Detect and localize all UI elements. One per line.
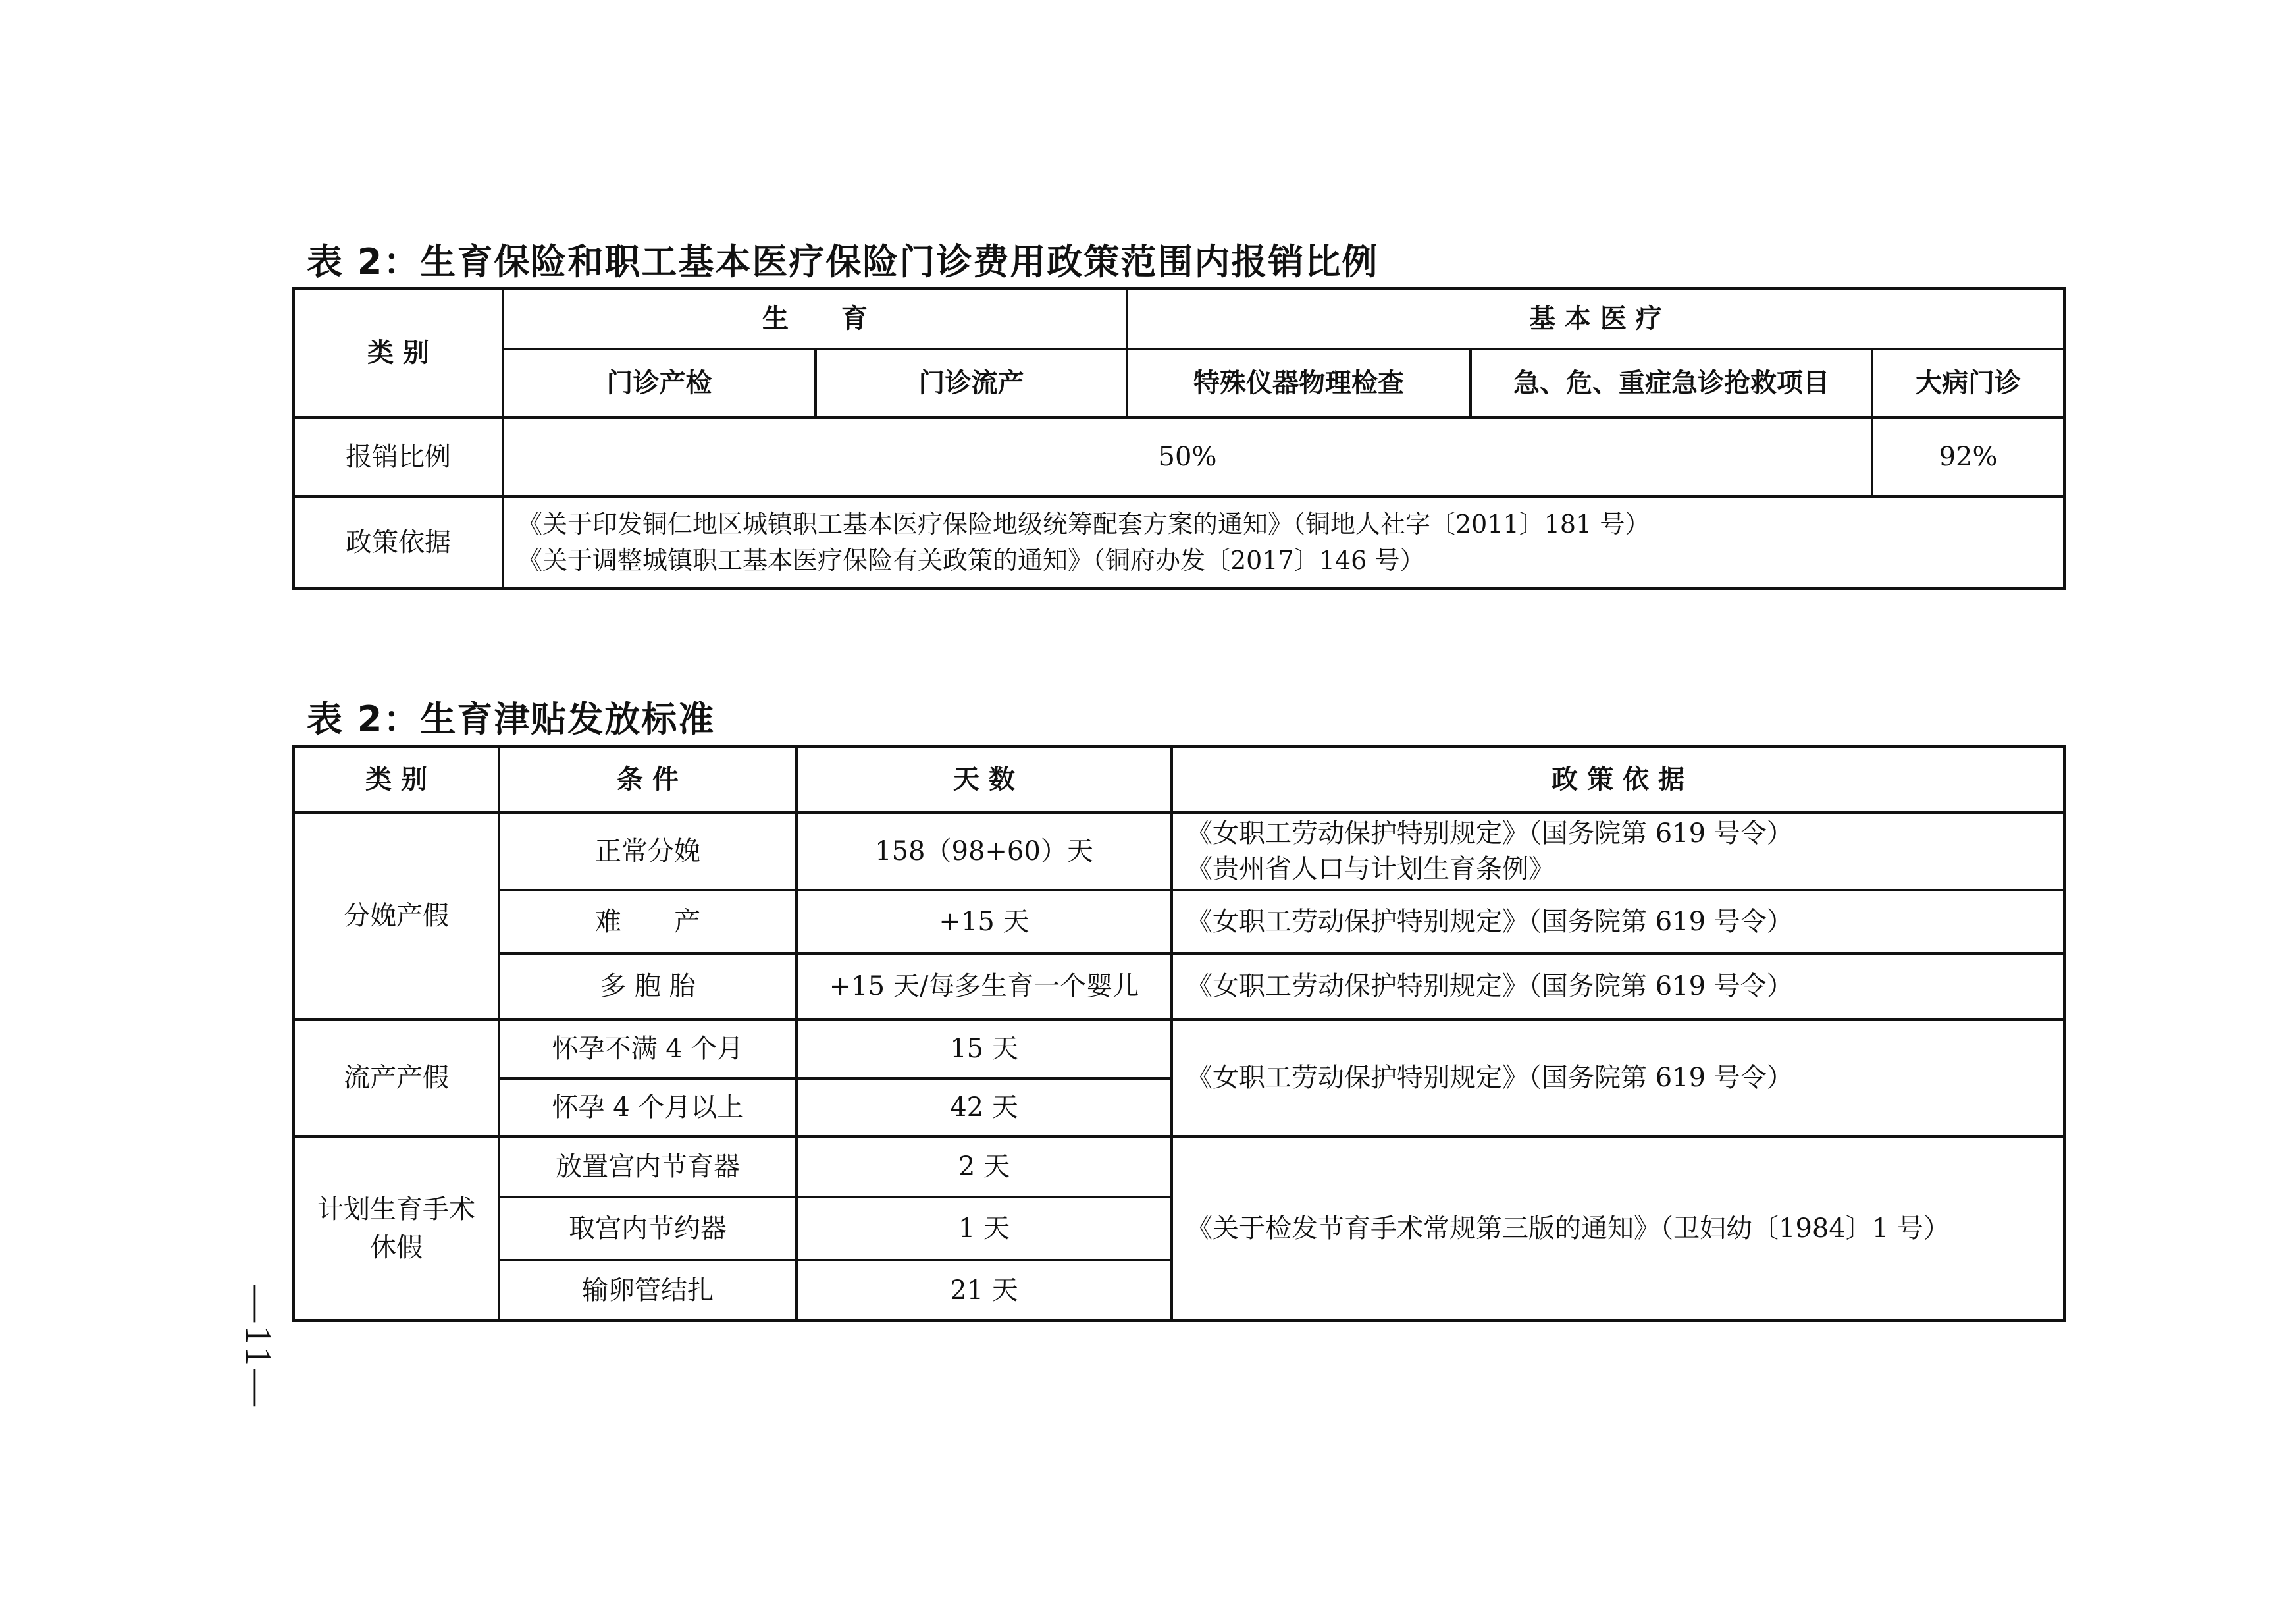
days-cell: 42 天 [796, 1078, 1172, 1136]
group-label-line: 休假 [370, 1233, 423, 1263]
condition-cell: 输卵管结扎 [499, 1260, 796, 1321]
policy-cell: 《女职工劳动保护特别规定》（国务院第 619 号令） [1172, 953, 2064, 1019]
days-cell: 158（98+60）天 [796, 812, 1172, 890]
condition-cell: 放置宫内节育器 [499, 1136, 796, 1197]
table2-title: 表 2：生育津贴发放标准 [307, 699, 716, 740]
header-basic-medical: 基 本 医 疗 [1127, 288, 2064, 349]
condition-cell: 怀孕不满 4 个月 [499, 1019, 796, 1078]
header-category: 类 别 [294, 288, 503, 417]
group-childbirth-leave: 分娩产假 [294, 812, 499, 1019]
policy-line: 《关于调整城镇职工基本医疗保险有关政策的通知》（铜府办发〔2017〕146 号） [517, 546, 1425, 575]
allowance-table [292, 745, 2066, 1322]
header-maternity: 生 育 [503, 288, 1127, 349]
group-label-line: 计划生育手术 [317, 1194, 475, 1225]
policy-line: 《关于印发铜仁地区城镇职工基本医疗保险地级统筹配套方案的通知》（铜地人社字〔2011〕181 号） [517, 509, 1650, 539]
days-cell: +15 天 [796, 890, 1172, 953]
row-label-policy: 政策依据 [294, 496, 503, 589]
condition-cell: 多 胞 胎 [499, 953, 796, 1019]
days-cell: 21 天 [796, 1260, 1172, 1321]
sub-header: 急、危、重症急诊抢救项目 [1471, 349, 1872, 417]
condition-cell: 怀孕 4 个月以上 [499, 1078, 796, 1136]
sub-header: 门诊产检 [503, 349, 816, 417]
header-policy: 政 策 依 据 [1172, 747, 2064, 812]
ratio-serious: 92% [1872, 417, 2064, 496]
policy-cell [1172, 812, 2064, 890]
condition-cell: 难 产 [499, 890, 796, 953]
page-number: —11— [238, 1285, 278, 1410]
header-condition: 条 件 [499, 747, 796, 812]
condition-cell: 取宫内节约器 [499, 1197, 796, 1260]
header-category: 类 别 [294, 747, 499, 812]
sub-header: 特殊仪器物理检查 [1127, 349, 1471, 417]
policy-line: 《女职工劳动保护特别规定》（国务院第 619 号令） [1186, 818, 1793, 849]
policy-cell: 《关于检发节育手术常规第三版的通知》（卫妇幼〔1984〕1 号） [1172, 1136, 2064, 1321]
table1-title: 表 2：生育保险和职工基本医疗保险门诊费用政策范围内报销比例 [307, 241, 1379, 282]
days-cell: 15 天 [796, 1019, 1172, 1078]
ratio-main: 50% [503, 417, 1872, 496]
policy-basis [503, 496, 2064, 589]
days-cell: 1 天 [796, 1197, 1172, 1260]
group-abortion-leave: 流产产假 [294, 1019, 499, 1136]
days-cell: 2 天 [796, 1136, 1172, 1197]
reimbursement-table [292, 287, 2066, 590]
row-label-ratio: 报销比例 [294, 417, 503, 496]
policy-line: 《贵州省人口与计划生育条例》 [1186, 854, 1555, 884]
header-days: 天 数 [796, 747, 1172, 812]
group-family-planning-leave [294, 1136, 499, 1321]
sub-header: 门诊流产 [816, 349, 1127, 417]
sub-header: 大病门诊 [1872, 349, 2064, 417]
policy-cell: 《女职工劳动保护特别规定》（国务院第 619 号令） [1172, 1019, 2064, 1136]
days-cell: +15 天/每多生育一个婴儿 [796, 953, 1172, 1019]
policy-cell: 《女职工劳动保护特别规定》（国务院第 619 号令） [1172, 890, 2064, 953]
condition-cell: 正常分娩 [499, 812, 796, 890]
